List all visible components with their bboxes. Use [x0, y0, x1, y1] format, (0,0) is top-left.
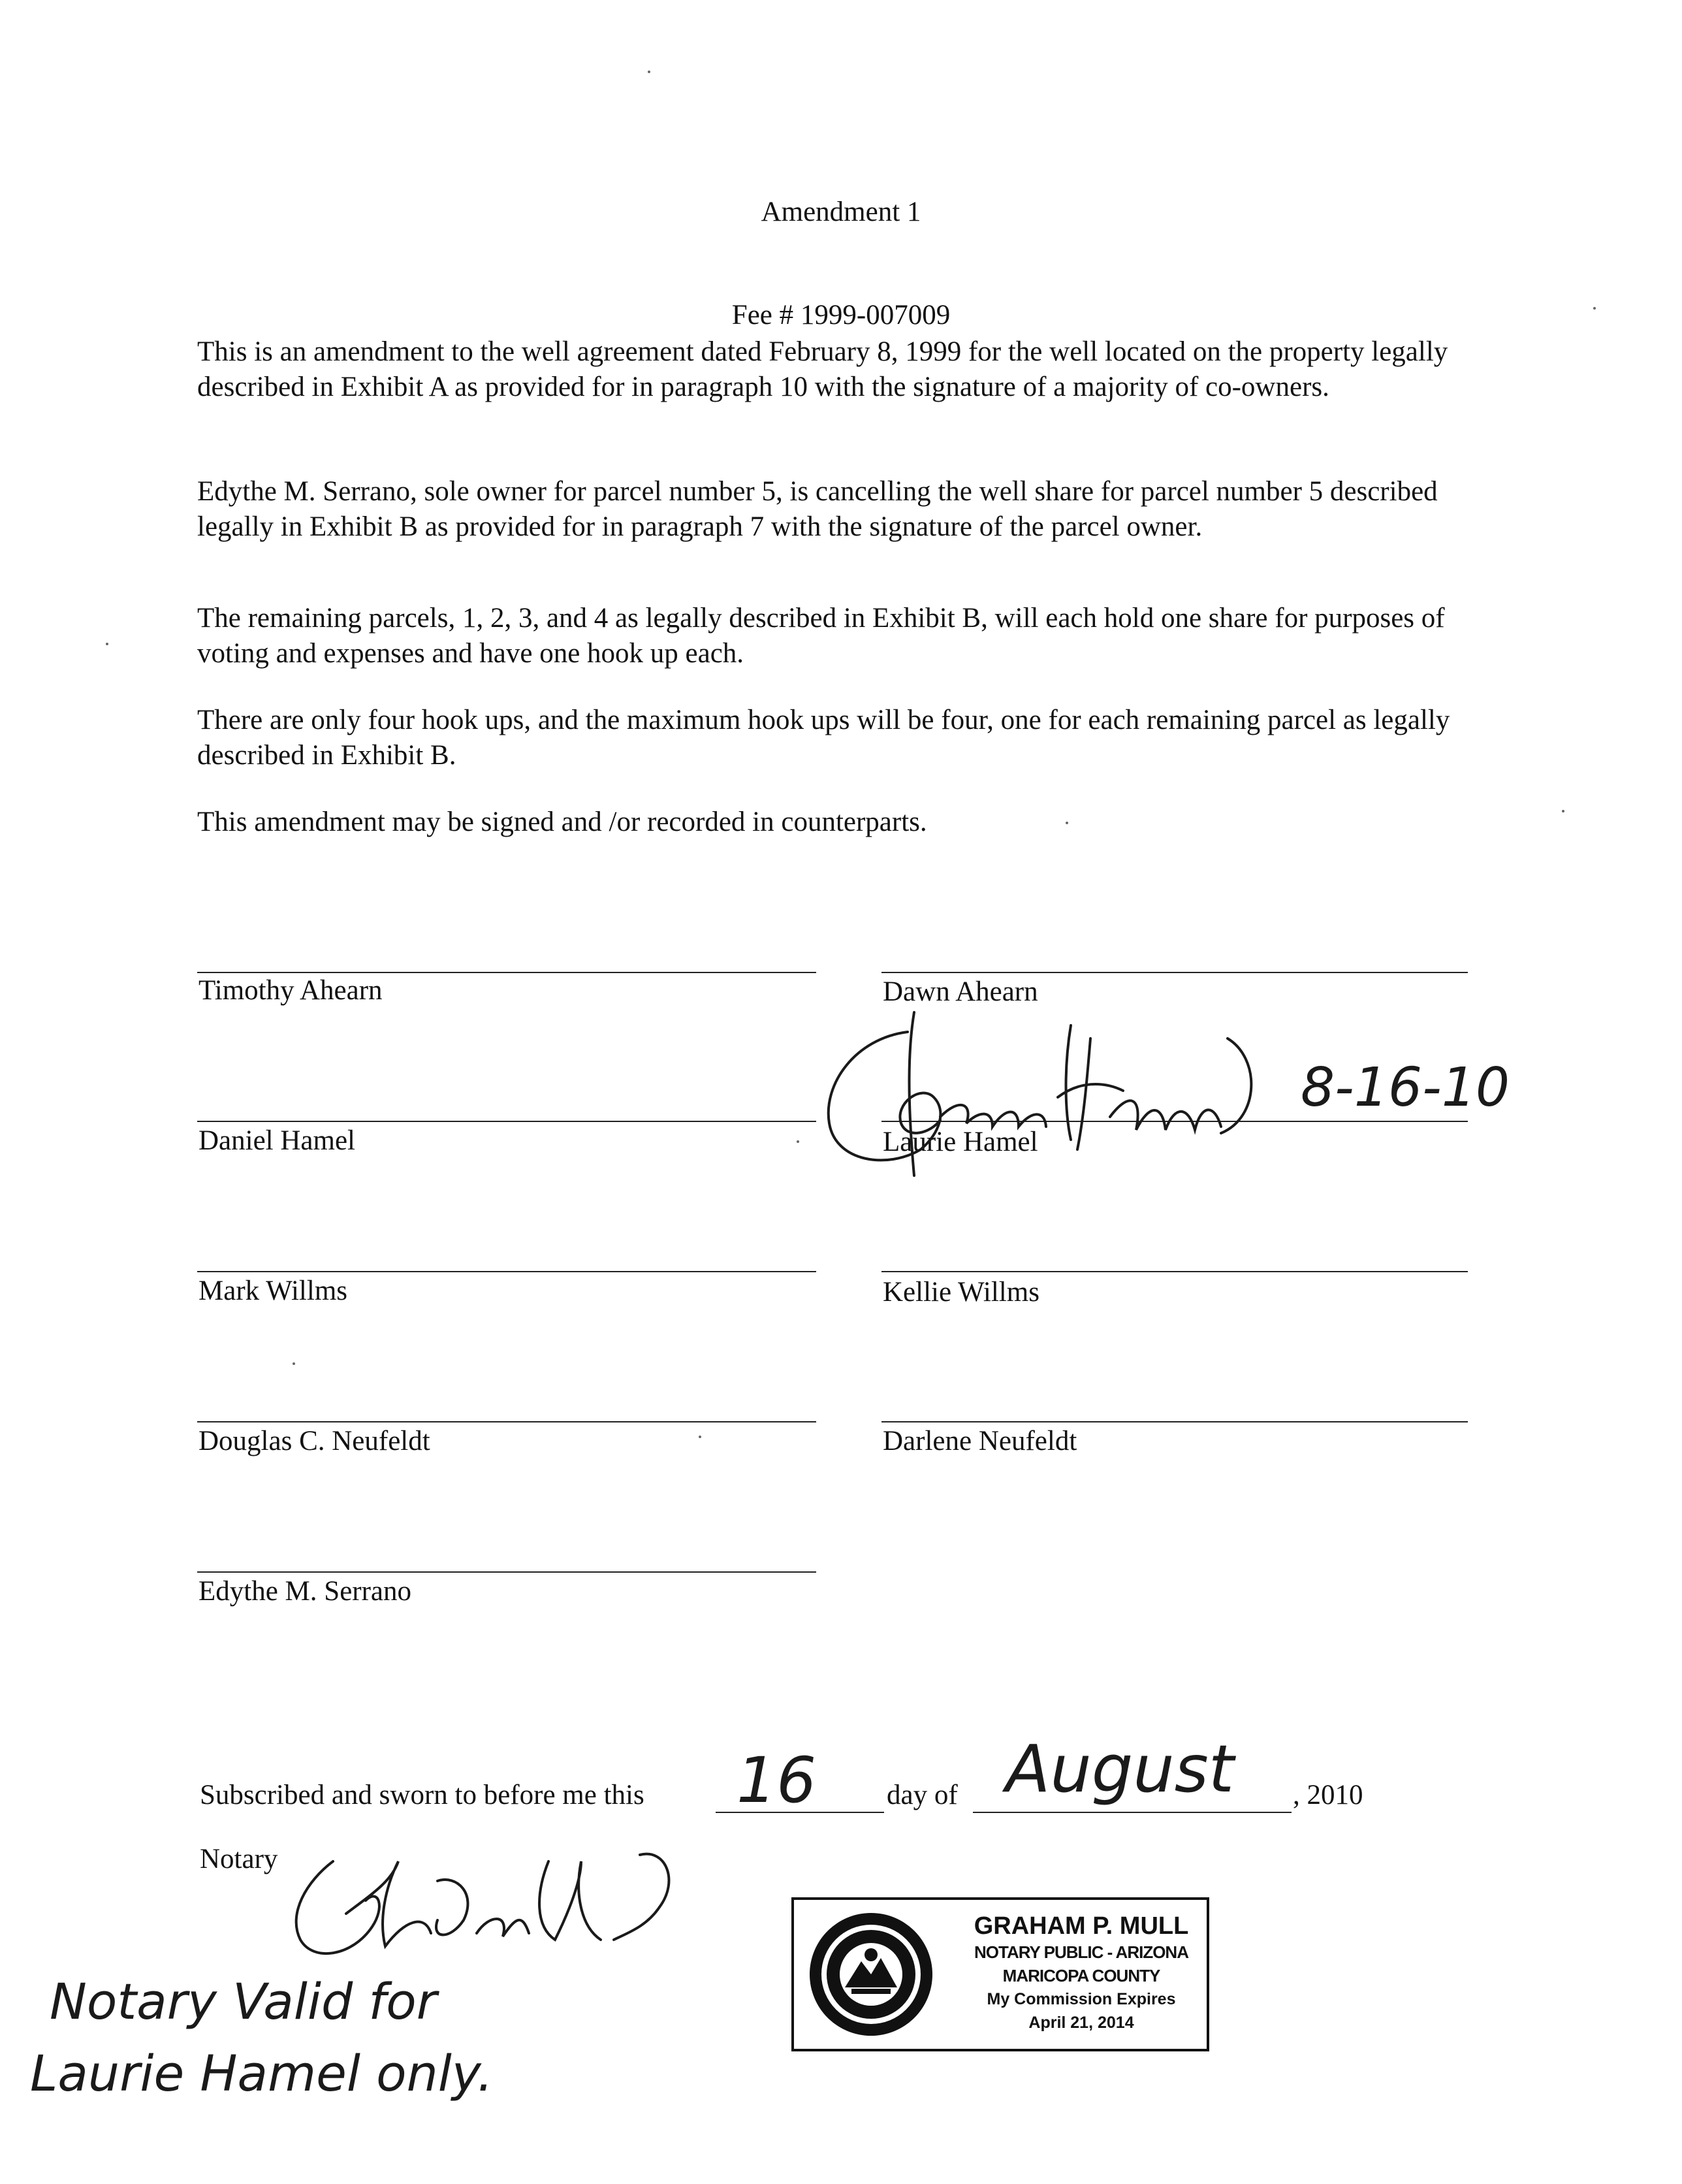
- jurat-month-line: [973, 1812, 1292, 1813]
- jurat-middle: day of: [887, 1780, 958, 1810]
- stamp-title: NOTARY PUBLIC - ARIZONA: [974, 1942, 1188, 1962]
- signatory-name: Timothy Ahearn: [198, 975, 383, 1006]
- stamp-text: [957, 1912, 1205, 2034]
- paragraph-counterparts: This amendment may be signed and /or recorded in counterparts.: [197, 807, 927, 837]
- jurat-month: August: [1006, 1731, 1234, 1807]
- signatory-name: Mark Willms: [198, 1276, 347, 1306]
- jurat-prefix: Subscribed and sworn to before me this: [200, 1780, 644, 1810]
- fee-number: Fee # 1999-007009: [731, 300, 951, 330]
- scan-speck: [699, 1436, 701, 1438]
- signature-line: [881, 1421, 1468, 1422]
- signatory-name: Dawn Ahearn: [883, 976, 1038, 1007]
- signature-line: [197, 1571, 816, 1573]
- stamp-commission-date: April 21, 2014: [1028, 2014, 1134, 2032]
- signature-line: [197, 1421, 816, 1422]
- signature-line: [197, 1121, 816, 1122]
- jurat-year: , 2010: [1293, 1780, 1363, 1810]
- signatory-name: Douglas C. Neufeldt: [198, 1426, 430, 1456]
- scan-speck: [1562, 810, 1564, 812]
- handwritten-note-line1: Notary Valid for: [50, 1972, 437, 2031]
- handwritten-note-line2: Laurie Hamel only.: [30, 2044, 494, 2102]
- state-seal-icon: [806, 1909, 936, 2040]
- scan-speck: [648, 71, 650, 73]
- scan-speck: [293, 1362, 295, 1365]
- paragraph-amendment-intro: This is an amendment to the well agreement dated February 8, 1999 for the well located on the property legally described in Exhibit A as provided for in paragraph 10 with the signature of a majority of co-owners.: [197, 336, 1448, 402]
- signatory-name: Darlene Neufeldt: [883, 1426, 1077, 1456]
- signatory-name: Edythe M. Serrano: [198, 1576, 412, 1607]
- jurat-day: 16: [737, 1744, 817, 1817]
- handwritten-date: 8-16-10: [1301, 1057, 1510, 1119]
- stamp-county: MARICOPA COUNTY: [1002, 1966, 1160, 1985]
- paragraph-cancellation: Edythe M. Serrano, sole owner for parcel number 5, is cancelling the well share for parcel number 5 described legally in Exhibit B as provided for in paragraph 7 with the signature of the parcel owner.: [197, 476, 1438, 542]
- notary-label: Notary: [200, 1844, 278, 1874]
- notary-stamp: [791, 1897, 1209, 2051]
- stamp-notary-name: GRAHAM P. MULL: [974, 1912, 1189, 1940]
- scan-speck: [1066, 822, 1068, 824]
- paragraph-remaining-parcels: The remaining parcels, 1, 2, 3, and 4 as legally described in Exhibit B, will each hold one share for purposes of voting and expenses and have one hook up each.: [197, 603, 1445, 669]
- scan-speck: [106, 643, 108, 645]
- signatory-name: Laurie Hamel: [883, 1127, 1038, 1157]
- notary-signature: [274, 1842, 692, 1972]
- signature-line: [881, 972, 1468, 973]
- scan-speck: [797, 1140, 799, 1143]
- stamp-commission-label: My Commission Expires: [987, 1990, 1176, 2008]
- scan-speck: [1593, 307, 1596, 310]
- signature-line: [197, 1271, 816, 1272]
- signature-line: [881, 1271, 1468, 1272]
- document-title: Amendment 1: [761, 197, 921, 227]
- laurie-hamel-signature: [810, 999, 1267, 1182]
- signatory-name: Daniel Hamel: [198, 1125, 355, 1156]
- signatory-name: Kellie Willms: [883, 1277, 1039, 1308]
- paragraph-hook-ups: There are only four hook ups, and the maximum hook ups will be four, one for each remaining parcel as legally described in Exhibit B.: [197, 705, 1450, 771]
